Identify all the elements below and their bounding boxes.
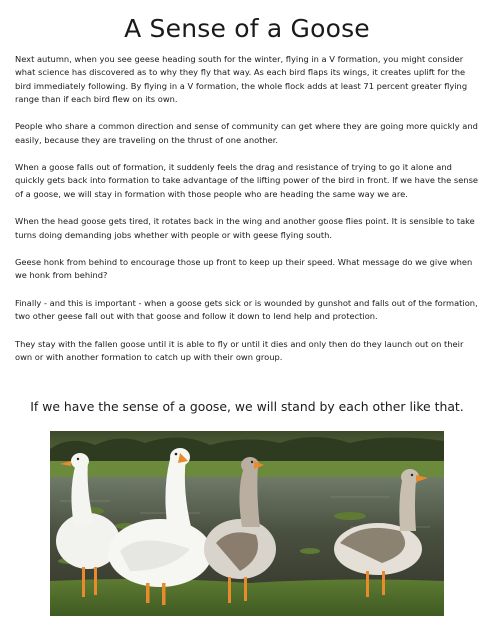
paragraph: When the head goose gets tired, it rotates back in the wing and another goose flies point. It is sensible to take turns doing demanding jobs whether with people or with geese flying south.: [15, 216, 475, 240]
article-body: [15, 53, 481, 378]
paragraph: They stay with the fallen goose until it is able to fly or until it dies and only then do they launch out on their own or with another formation to catch up with their own group.: [15, 338, 464, 362]
paragraph: When a goose falls out of formation, it suddenly feels the drag and resistance of trying to go it alone and quickly gets back into formation to take advantage of the lifting power of the bird in front. If we have the sense of a goose, we will stay in formation with those people who are heading the same way we are.: [15, 162, 478, 199]
paragraph: People who share a common direction and sense of community can get where they are going more quickly and easily, because they are traveling on the thrust of one another.: [15, 121, 478, 145]
geese-photo: [50, 431, 444, 616]
paragraph: Next autumn, when you see geese heading south for the winter, flying in a V formation, you might consider what science has discovered as to why they fly that way. As each bird flaps its wings, it creates uplift for the bird immediately following. By flying in a V formation, the whole flock adds at least 71 percent greater flying range than if each bird flew on its own.: [15, 54, 468, 104]
paragraph: Geese honk from behind to encourage those up front to keep up their speed. What message do we give when we honk from behind?: [15, 257, 473, 281]
page-title: A Sense of a Goose: [124, 14, 370, 43]
closing-statement: If we have the sense of a goose, we will stand by each other like that.: [30, 399, 464, 414]
paragraph: Finally - and this is important - when a goose gets sick or is wounded by gunshot and falls out of the formation, two other geese fall out with that goose and follow it down to lend help and protection.: [15, 297, 478, 322]
